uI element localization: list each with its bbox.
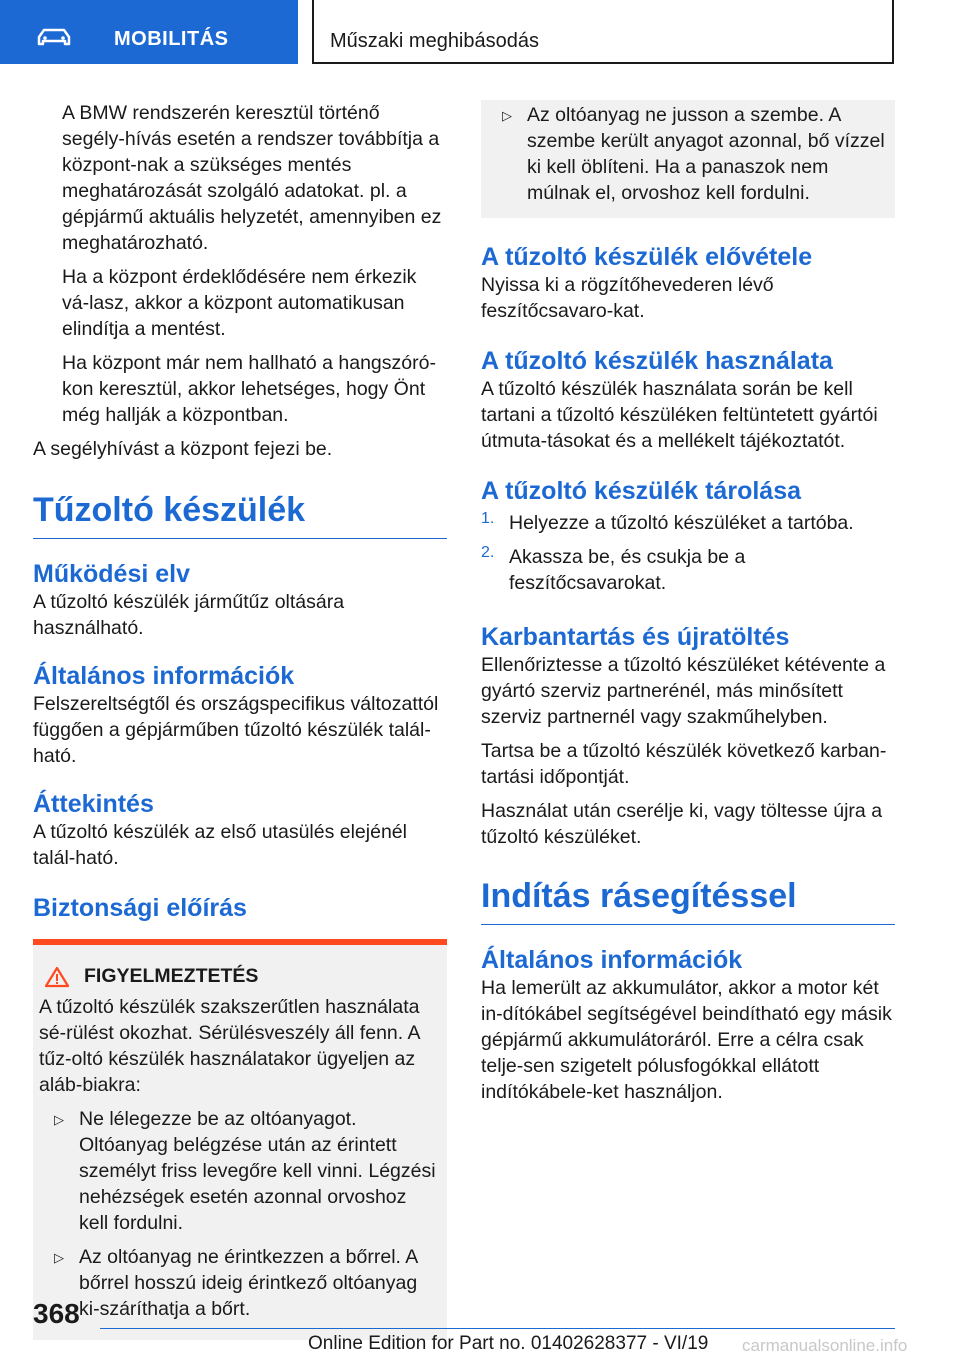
jump-general-text: Ha lemerült az akkumulátor, akkor a motor két in-dítókábel segítségével beindítható egy másik gépjármű akkumulátoráról. Erre a célra csak telje-sen szigetelt pólusfogókkal ellátott indítókábele-ket használjon.	[481, 977, 892, 1103]
maintenance-heading: Karbantartás és újratöltés	[481, 623, 790, 651]
overview-text: A tűzoltó készülék az első utasülés elejénél talál-ható.	[33, 821, 407, 869]
safety-heading: Biztonsági előírás	[33, 894, 247, 922]
intro-paragraph-3: Ha központ már nem hallható a hangszóró-kon keresztül, akkor lehetséges, hogy Önt még hallják a központban.	[62, 352, 436, 426]
overview-heading: Áttekintés	[33, 790, 154, 818]
warning-bullet	[39, 1244, 439, 1322]
general-text: Felszereltségtől és országspecifikus változattól függően a gépjárműben tűzoltó készülék talál-ható.	[33, 693, 439, 767]
warning-title: FIGYELMEZTETÉS	[84, 965, 259, 987]
left-column	[33, 100, 447, 1340]
triangle-bullet-icon: ▷	[54, 1112, 64, 1127]
removal-text: Nyissa ki a rögzítőhevederen lévő feszítőcsavaro-kat.	[481, 274, 774, 322]
general-heading: Általános információk	[33, 662, 295, 690]
warning-bullet-text: Ne lélegezze be az oltóanyagot. Oltóanyag belégzése után az érintett személyt friss levegőre kell vinni. Légzési nehézségek esetén azonnal orvoshoz kell fordulni.	[79, 1108, 436, 1234]
storage-heading: A tűzoltó készülék tárolása	[481, 477, 801, 505]
end-call-text: A segélyhívást a központ fejezi be.	[33, 438, 333, 460]
jump-general-heading: Általános információk	[481, 946, 743, 974]
warning-box-continued	[481, 100, 895, 218]
step-text: Akassza be, és csukja be a feszítőcsavarokat.	[509, 546, 746, 594]
storage-step	[481, 544, 895, 596]
car-icon	[36, 28, 72, 46]
warning-bullet	[39, 1106, 439, 1236]
usage-text: A tűzoltó készülék használata során be kell tartani a tűzoltó készüléken feltüntetett gyártói útmuta-tásokat és a mellékelt tájékoztatót.	[481, 378, 878, 452]
section-tab	[0, 0, 298, 64]
removal-heading: A tűzoltó készülék elővétele	[481, 243, 813, 271]
chapter-header	[312, 0, 894, 64]
watermark: carmanualsonline.info	[742, 1336, 908, 1355]
triangle-bullet-icon: ▷	[54, 1250, 64, 1265]
warning-bullet-text: Az oltóanyag ne jusson a szembe. A szembe került anyagot azonnal, bő vízzel ki kell öblíteni. Ha a panaszok nem múlnak el, orvoshoz kell fordulni.	[527, 104, 885, 204]
right-column	[481, 100, 895, 1105]
maintenance-paragraph: Használat után cserélje ki, vagy töltesse újra a tűzoltó készüléket.	[481, 800, 883, 848]
jump-start-title: Indítás rásegítéssel	[481, 876, 895, 925]
step-number: 1.	[481, 510, 495, 527]
warning-box	[33, 939, 447, 1340]
warning-bullet	[487, 102, 885, 206]
triangle-bullet-icon: ▷	[502, 108, 512, 123]
intro-paragraph-2: Ha a központ érdeklődésére nem érkezik vá-lasz, akkor a központ automatikusan elindítja a mentést.	[62, 266, 417, 340]
warning-triangle-icon	[44, 966, 70, 988]
principle-heading: Működési elv	[33, 560, 190, 588]
section-label: MOBILITÁS	[114, 28, 229, 50]
footer-divider	[100, 1328, 895, 1329]
maintenance-paragraph: Tartsa be a tűzoltó készülék következő karban-tartási időpontját.	[481, 740, 887, 788]
warning-header	[39, 965, 439, 988]
page-number: 368	[33, 1298, 80, 1329]
warning-bullet-text: Az oltóanyag ne érintkezzen a bőrrel. A bőrrel hosszú ideig érintkező oltóanyag ki-száríthatja a bőrt.	[79, 1246, 418, 1320]
edition-text: Online Edition for Part no. 01402628377 - VI/19	[308, 1333, 709, 1354]
usage-heading: A tűzoltó készülék használata	[481, 347, 833, 375]
step-text: Helyezze a tűzoltó készüléket a tartóba.	[509, 512, 854, 534]
principle-text: A tűzoltó készülék járműtűz oltására használható.	[33, 591, 345, 639]
maintenance-paragraph: Ellenőriztesse a tűzoltó készüléket kétévente a gyártó szerviz partnerénél, más minősített szerviz partnernél vagy szakműhelyben.	[481, 654, 886, 728]
step-number: 2.	[481, 544, 495, 561]
warning-text: A tűzoltó készülék szakszerűtlen használata sé-rülést okozhat. Sérülésveszély áll fenn. A tűz-oltó készülék használatakor ügyeljen az aláb-biakra:	[39, 996, 420, 1096]
page-title: Tűzoltó készülék	[33, 490, 447, 539]
intro-paragraph-1: A BMW rendszerén keresztül történő segély-hívás esetén a rendszer továbbítja a központ-nak a szükséges mentés meghatározását szolgáló adatokat. pl. a gépjármű aktuális helyzetét, amennyiben ez meghatározható.	[62, 102, 442, 254]
storage-step	[481, 510, 895, 536]
chapter-label: Műszaki meghibásodás	[330, 30, 539, 52]
